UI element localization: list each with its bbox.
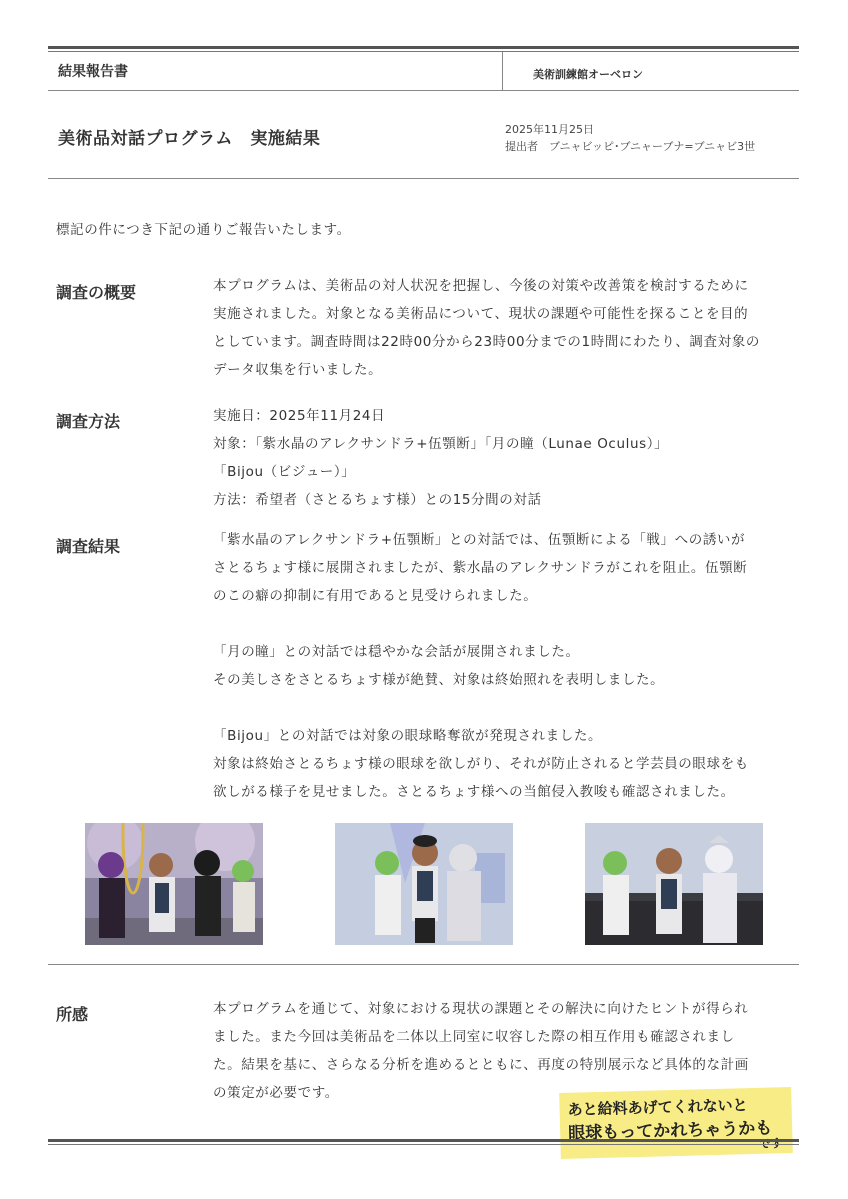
method-paragraph [213,402,788,514]
text-line: さとるちょす様に展開されましたが、紫水晶のアレクサンドラがこれを阻止。伍顎断 [213,560,748,576]
text-line: 対象は終始さとるちょす様の眼球を欲しがり、それが防止されると学芸員の眼球をも [213,756,749,772]
text-line: の策定が必要です。 [213,1085,339,1101]
text-line: 「Bijou」との対話では対象の眼球略奪欲が発現されました。 [213,728,603,744]
text-line: 「Bijou（ビジュー）」 [213,464,356,480]
document-type: 結果報告書 [58,64,128,80]
photo-lunae-oculus-group [335,823,513,945]
text-line: のこの癖の抑制に有用であると見受けられました。 [213,588,538,604]
intro-text: 標記の件につき下記の通りご報告いたします。 [56,222,351,238]
overview-paragraph [213,272,788,384]
section-heading-impressions: 所感 [56,1005,89,1024]
note-line-1: あと給料あげてくれないと [567,1096,748,1119]
text-line: その美しさをさとるちょす様が絶賛、対象は終始照れを表明しました。 [213,672,665,688]
photo-alexandra-group [85,823,263,945]
section-heading-method: 調査方法 [56,412,121,431]
note-line-3: です [758,1136,783,1151]
title-rule [48,178,799,179]
text-line: 方法：希望者（さとるちょす様）との15分間の対話 [213,492,542,508]
photo-bijou-group [585,823,763,945]
section-heading-results: 調査結果 [56,537,121,556]
handwritten-sticky-note [559,1087,793,1159]
results-paragraph [213,526,788,806]
note-line-2: 眼球もってかれちゃうかも [567,1118,773,1144]
top-double-rule [48,46,799,52]
text-line: 本プログラムは、美術品の対人状況を把握し、今後の対策や改善策を検討するために [213,278,749,294]
header-divider [502,52,503,90]
text-line: 「紫水晶のアレクサンドラ+伍顎断」との対話では、伍顎断による「戦」への誘いが [213,532,746,548]
text-line: データ収集を行いました。 [213,362,383,378]
text-line: 実施日：2025年11月24日 [213,408,386,424]
section-heading-overview: 調査の概要 [56,283,137,302]
report-title: 美術品対話プログラム 実施結果 [58,129,321,149]
bottom-double-rule [48,1139,799,1145]
text-line: 本プログラムを通じて、対象における現状の課題とその解決に向けたヒントが得られ [213,1001,749,1017]
report-date: 2025年11月25日 [505,123,594,136]
impressions-rule [48,964,799,965]
organization-name: 美術訓練館オーベロン [533,68,643,81]
submitter: 提出者 ブニャビッピ･ブニャーブナ=ブニャビ3世 [505,140,756,153]
text-line: 対象：「紫水晶のアレクサンドラ+伍顎断」「月の瞳（Lunae Oculus）」 [213,436,669,452]
text-line: としています。調査時間は22時00分から23時00分までの1時間にわたり、調査対象の [213,334,760,350]
text-line: 「月の瞳」との対話では穏やかな会話が展開されました。 [213,644,580,660]
text-line: 実施されました。対象となる美術品について、現状の課題や可能性を探ることを目的 [213,306,749,322]
header-rule [48,90,799,91]
text-line: た。結果を基に、さらなる分析を進めるとともに、再度の特別展示など具体的な計画 [213,1057,749,1073]
text-line: ました。また今回は美術品を二体以上同室に収容した際の相互作用も確認されまし [213,1029,735,1045]
text-line: 欲しがる様子を見せました。さとるちょす様への当館侵入教唆も確認されました。 [213,784,735,800]
